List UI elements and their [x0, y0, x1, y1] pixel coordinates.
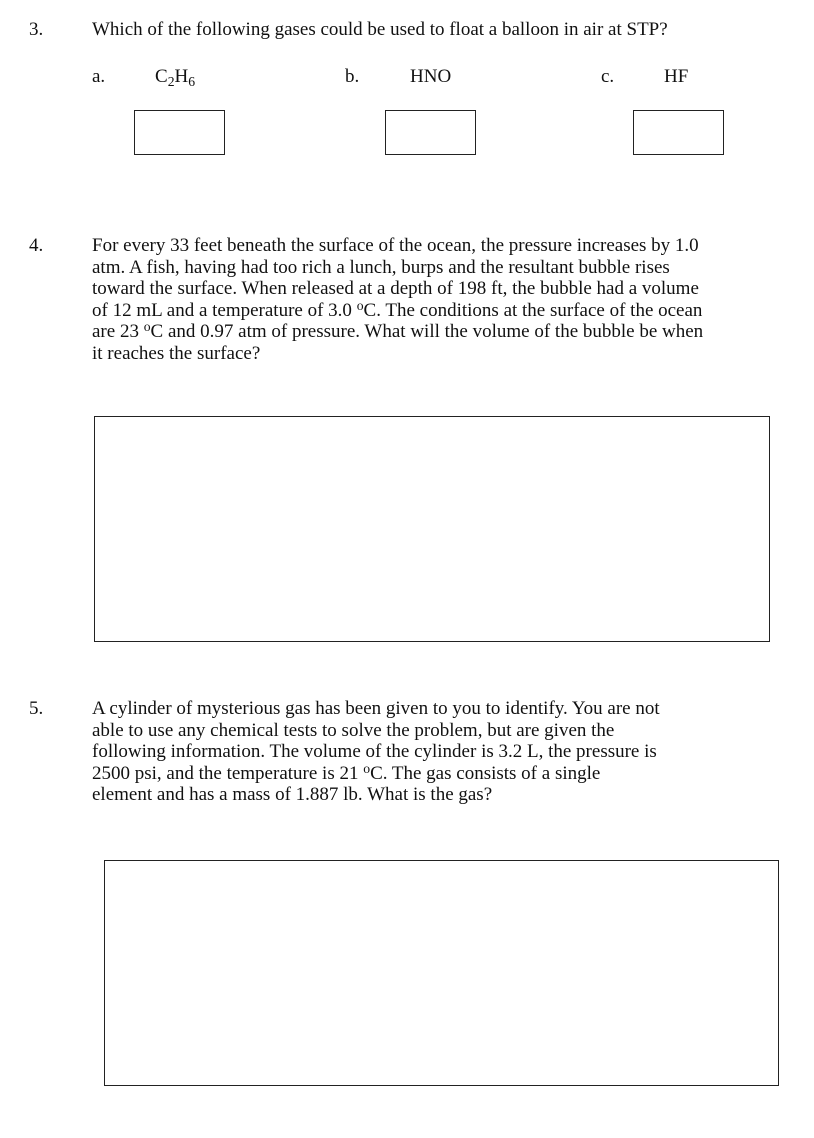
question-text: [92, 698, 792, 806]
question-number: 5.: [29, 698, 44, 719]
question-number: 4.: [29, 235, 44, 256]
option-a-letter: a.: [92, 66, 106, 87]
text-line: For every 33 feet beneath the surface of the ocean, the pressure increases by 1.0: [92, 235, 699, 256]
text-line: 2500 psi, and the temperature is 21 $^o$C. The gas consists of a single: [92, 760, 601, 784]
question-number: 3.: [29, 19, 44, 40]
text-line: A cylinder of mysterious gas has been given to you to identify. You are not: [92, 698, 660, 719]
option-b-letter: b.: [345, 66, 360, 87]
text-line: able to use any chemical tests to solve the problem, but are given the: [92, 719, 615, 741]
option-c-formula: HF: [664, 66, 689, 87]
answer-box-a[interactable]: [134, 110, 225, 155]
text-line: toward the surface. When released at a depth of 198 ft, the bubble had a volume: [92, 278, 699, 299]
text-line: following information. The volume of the cylinder is 3.2 L, the pressure is: [92, 741, 657, 762]
text-line: it reaches the surface?: [92, 342, 261, 364]
text-line: element and has a mass of 1.887 lb. What is the gas?: [92, 784, 493, 805]
question-text: [92, 235, 792, 364]
answer-box-c[interactable]: [633, 110, 724, 155]
option-c-letter: c.: [601, 66, 615, 87]
text-line: atm. A fish, having had too rich a lunch, burps and the resultant bubble rises: [92, 256, 670, 278]
option-b-formula: HNO: [410, 66, 452, 87]
answer-box-b[interactable]: [385, 110, 476, 155]
answer-box[interactable]: [94, 416, 770, 642]
question-text: Which of the following gases could be used to float a balloon in air at STP?: [92, 19, 668, 40]
option-a-formula: $C_2H_6$: [155, 66, 196, 89]
text-line: of 12 mL and a temperature of 3.0 $^o$C. The conditions at the surface of the ocean: [92, 297, 703, 321]
text-line: are 23 $^o$C and 0.97 atm of pressure. What will the volume of the bubble be when: [92, 318, 704, 342]
answer-box[interactable]: [104, 860, 779, 1086]
